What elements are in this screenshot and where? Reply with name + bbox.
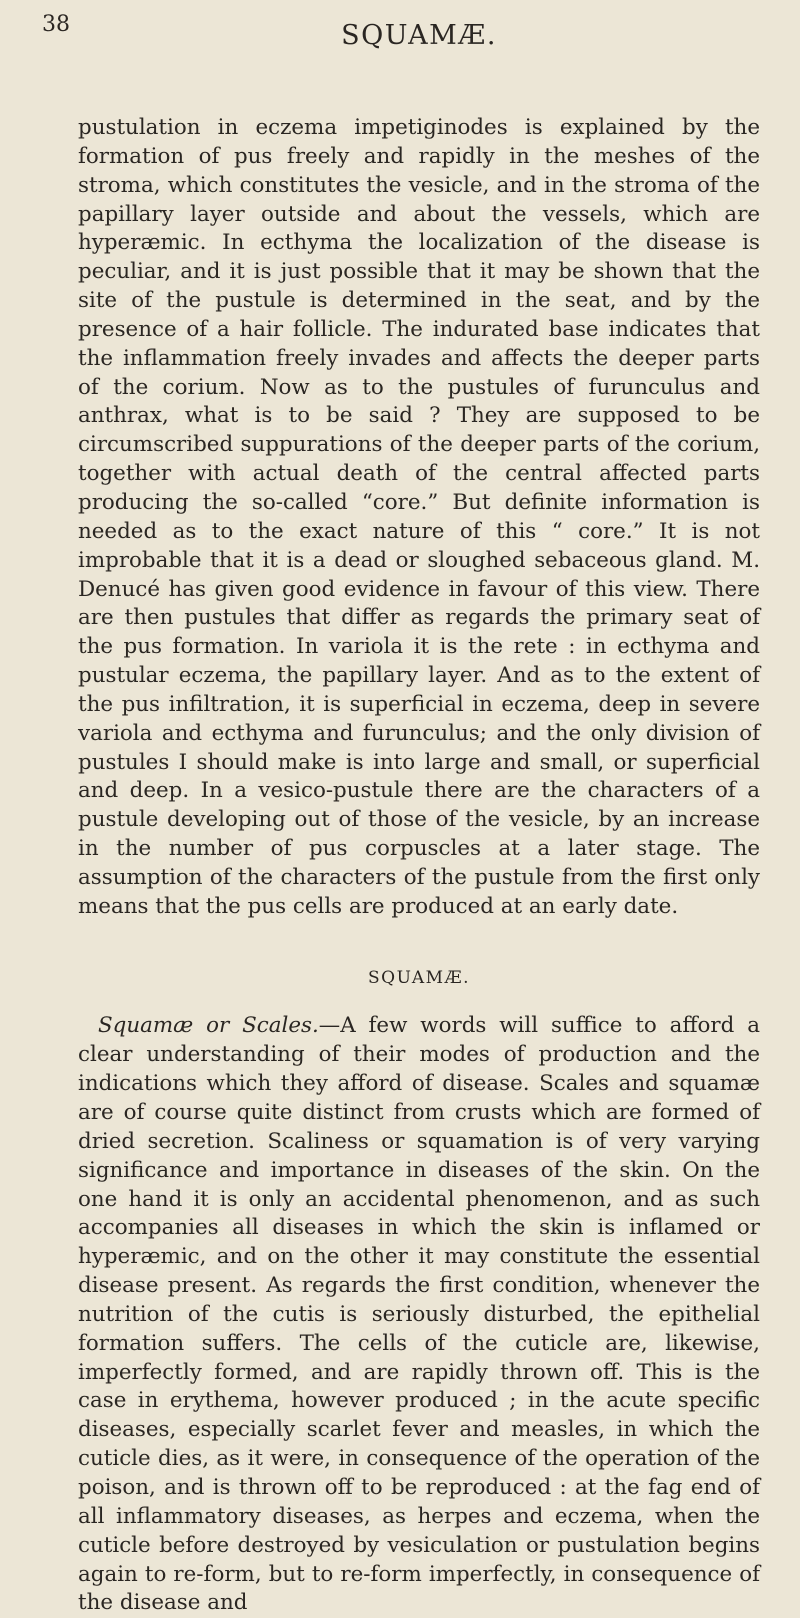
page-number: 38 [42, 12, 70, 37]
paragraph-squamae-text: —A few words will suffice to afford a clear understanding of their modes of production and the indications which they afford of disease. Scales and squamæ are of course quite distinct from crusts which are formed of dried secretion. Scaliness or squamation is of very varying significance and importance in diseases of the skin. On the one hand it is only an accidental phenomenon, and as such accompanies all diseases in which the skin is inflamed or hyperæmic, and on the other it may constitute the essential disease present. As regards the first condition, whenever the nutrition of the cutis is seriously disturbed, the epithelial formation suffers. The cells of the cuticle are, likewise, imperfectly formed, and are rapidly thrown off. This is the case in erythema, however produced ; in the acute specific diseases, especially scarlet fever and measles, in which the cuticle dies, as it were, in consequence of the operation of the poison, and is thrown off to be reproduced : at the fag end of all inflammatory diseases, as herpes and eczema, when the cuticle before destroyed by vesiculation or pustulation begins again to re-form, but to re-form imperfectly, in consequence of the disease and [78, 1013, 760, 1616]
body-text [78, 114, 760, 1618]
section-heading: SQUAMÆ. [368, 967, 470, 988]
paragraph-pustulation: pustulation in eczema impetiginodes is explained by the formation of pus freely and rapidly in the meshes of the stroma, which constitutes the vesicle, and in the stroma of the papillary layer outside and about the vessels, which are hyperæmic. In ecthyma the localization of the disease is peculiar, and it is just possible that it may be shown that the site of the pustule is determined in the seat, and by the presence of a hair follicle. The indurated base indicates that the inflammation freely invades and affects the deeper parts of the corium. Now as to the pustules of furunculus and anthrax, what is to be said ? They are supposed to be circumscribed suppurations of the deeper parts of the corium, together with actual death of the central affected parts producing the so-called “core.” But definite information is needed as to the exact nature of this “ core.” It is not improbable that it is a dead or sloughed sebaceous gland. M. Denucé has given good evidence in favour of this view. There are then pustules that differ as regards the primary seat of the pus formation. In variola it is the rete : in ecthyma and pustular eczema, the papillary layer. And as to the extent of the pus infiltration, it is superficial in eczema, deep in severe variola and ecthyma and furunculus; and the only division of pustules I should make is into large and small, or superficial and deep. In a vesico-pustule there are the characters of a pustule developing out of those of the vesicle, by an increase in the number of pus corpuscles at a later stage. The assumption of the characters of the pustule from the first only means that the pus cells are produced at an early date. [78, 115, 760, 919]
running-head [42, 0, 760, 80]
running-title: SQUAMÆ. [341, 20, 497, 51]
lead-term: Squamæ or Scales. [98, 1013, 319, 1039]
paragraph-squamae [78, 1012, 760, 1618]
